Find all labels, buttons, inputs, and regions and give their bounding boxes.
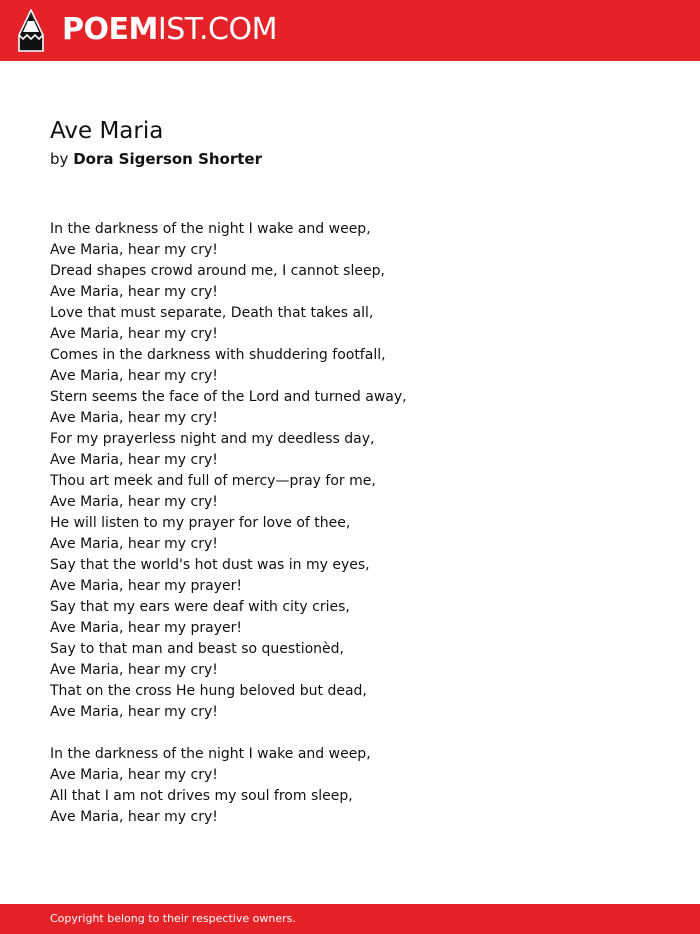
poem-line: Say to that man and beast so questionèd, (50, 641, 344, 657)
logo-light-text: IST.COM (157, 12, 277, 47)
stanza (50, 744, 670, 828)
poem-line: Ave Maria, hear my cry! (50, 242, 218, 258)
poem-line: Ave Maria, hear my cry! (50, 494, 218, 510)
poem-line: Ave Maria, hear my cry! (50, 704, 218, 720)
poem-line: Ave Maria, hear my cry! (50, 452, 218, 468)
author-name: Dora Sigerson Shorter (73, 150, 262, 168)
pencil-tip-icon[interactable] (18, 9, 44, 52)
stanza (50, 219, 670, 723)
byline (50, 149, 262, 169)
logo-bold-text: POEM (62, 12, 158, 47)
poem-line: Stern seems the face of the Lord and turned away, (50, 389, 407, 405)
poem-line: Ave Maria, hear my cry! (50, 326, 218, 342)
poem-line: For my prayerless night and my deedless day, (50, 431, 375, 447)
poem-line: Ave Maria, hear my prayer! (50, 578, 243, 594)
by-label: by (50, 150, 69, 168)
poem-line: Dread shapes crowd around me, I cannot sleep, (50, 263, 385, 279)
poem-line: In the darkness of the night I wake and weep, (50, 746, 371, 762)
poem-line: Say that the world's hot dust was in my eyes, (50, 557, 370, 573)
site-logo[interactable] (62, 12, 277, 48)
poem-line: That on the cross He hung beloved but dead, (50, 683, 367, 699)
poem-line: Ave Maria, hear my cry! (50, 536, 218, 552)
poem-line: Ave Maria, hear my cry! (50, 410, 218, 426)
poem-line: Ave Maria, hear my prayer! (50, 620, 243, 636)
site-header (0, 0, 700, 61)
poem-body (50, 219, 670, 849)
poem-line: Comes in the darkness with shuddering footfall, (50, 347, 386, 363)
poem-line: Ave Maria, hear my cry! (50, 809, 218, 825)
poem-line: Ave Maria, hear my cry! (50, 284, 218, 300)
poem-line: All that I am not drives my soul from sleep, (50, 788, 353, 804)
copyright-text: Copyright belong to their respective owners. (50, 912, 296, 925)
poem-line: Love that must separate, Death that takes all, (50, 305, 374, 321)
poem-title: Ave Maria (50, 118, 164, 144)
site-footer (0, 904, 700, 934)
poem-line: Say that my ears were deaf with city cries, (50, 599, 350, 615)
poem-line: Ave Maria, hear my cry! (50, 662, 218, 678)
poem-line: Ave Maria, hear my cry! (50, 368, 218, 384)
poem-line: Thou art meek and full of mercy—pray for me, (50, 473, 376, 489)
poem-line: In the darkness of the night I wake and weep, (50, 221, 371, 237)
poem-line: Ave Maria, hear my cry! (50, 767, 218, 783)
poem-line: He will listen to my prayer for love of thee, (50, 515, 351, 531)
